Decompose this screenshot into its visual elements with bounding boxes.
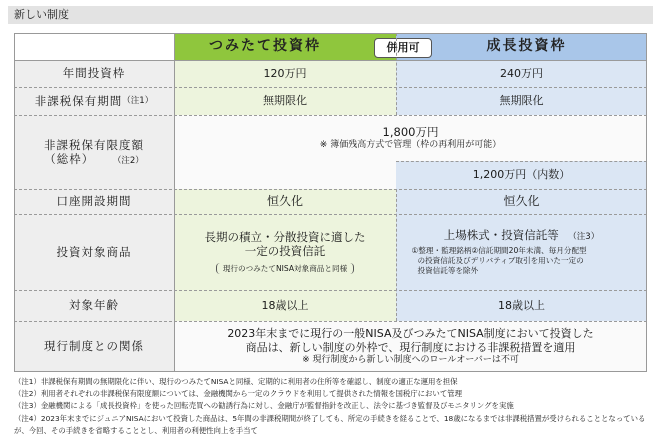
kankei-line3: ※ 現行制度から新しい制度へのロールオーバーは不可 <box>302 354 519 365</box>
row-label-hikazei-kikan <box>14 87 174 115</box>
taisho-seicho-sub2: の投資信託及びデリバティブ取引を用いた一定の <box>417 255 584 265</box>
row-label-nenkan: 年間投資枠 <box>14 60 174 87</box>
hikazei-gendo-tsumitate <box>174 161 396 189</box>
header-seicho: 成長投資枠 <box>396 33 647 60</box>
row-divider <box>14 290 647 291</box>
taisho-seicho <box>396 214 647 290</box>
row-divider <box>14 60 647 61</box>
taisho-tsumitate <box>174 214 396 290</box>
combination-badge: 併用可 <box>374 38 432 58</box>
footnote-2: （注2）利用者それぞれの非課税保有限度額については、金融機関から一定のクラウドを利用して提供された情報を国税庁において管理 <box>14 389 462 399</box>
nenrei-tsumitate: 18歳以上 <box>174 290 396 321</box>
nenkan-tsumitate: 120万円 <box>174 60 396 87</box>
hikazei-kikan-label: 非課税保有期間 <box>34 93 123 108</box>
footnotes <box>14 376 654 437</box>
row-divider <box>14 115 647 116</box>
koza-kikan-seicho: 恒久化 <box>396 189 647 214</box>
comparison-table <box>14 33 647 372</box>
taisho-tsumitate-note: 現行のつみたてNISA対象商品と同様 <box>216 263 354 274</box>
row-label-hikazei-gendo <box>14 115 174 189</box>
taisho-tsumitate-line2: 一定の投資信託 <box>244 244 326 259</box>
row-divider <box>396 161 647 162</box>
taisho-seicho-line1: 上場株式・投資信託等 <box>443 228 559 243</box>
taisho-seicho-note: （注3） <box>568 232 600 243</box>
kankei-line1: 2023年末までに現行の一般NISA及びつみたてNISA制度において投資した <box>227 327 594 341</box>
kankei-line2: 商品は、新しい制度の外枠で、現行制度における非課税措置を適用 <box>245 340 576 354</box>
footnote-1: （注1）非課税保有期間の無期限化に伴い、現行のつみたてNISAと同様、定期的に利用者の住所等を確認し、制度の適正な運用を担保 <box>14 377 458 386</box>
row-divider <box>14 321 647 322</box>
hikazei-kikan-note: （注1） <box>122 95 154 106</box>
hikazei-gendo-seicho: 1,200万円（内数） <box>396 161 647 189</box>
taisho-seicho-sub3: 投資信託等を除外 <box>417 265 479 275</box>
row-divider <box>14 214 647 215</box>
hikazei-gendo-label-1: 非課税保有限度額 <box>44 137 144 152</box>
row-label-koza-kikan: 口座開設期間 <box>14 189 174 214</box>
column-divider <box>396 189 397 321</box>
hikazei-gendo-label-2-text: （総枠） <box>44 151 95 166</box>
column-divider <box>396 33 397 115</box>
nenrei-seicho: 18歳以上 <box>396 290 647 321</box>
header-empty-cell <box>14 33 174 60</box>
column-divider <box>174 33 175 372</box>
hikazei-gendo-total-value: 1,800万円 <box>382 125 439 140</box>
taisho-seicho-line1-wrap <box>444 228 599 243</box>
kankei-content <box>174 321 647 372</box>
row-label-nenrei: 対象年齢 <box>14 290 174 321</box>
footnote-3: （注3）金融機関による「成長投資枠」を使った回転売買への勧誘行為に対し、金融庁が監督指針を改正し、法令に基づき監督及びモニタリングを実施 <box>14 401 514 411</box>
hikazei-gendo-note: （注2） <box>112 155 144 166</box>
header-tsumitate: つみたて投資枠 <box>174 33 396 60</box>
row-label-kankei: 現行制度との関係 <box>14 321 174 372</box>
row-label-taisho: 投資対象商品 <box>14 214 174 290</box>
hikazei-gendo-total-note: ※ 簿価残高方式で管理（枠の再利用が可能） <box>319 139 502 150</box>
nenkan-seicho: 240万円 <box>396 60 647 87</box>
hikazei-gendo-label-2 <box>44 152 144 167</box>
taisho-seicho-sub1: ①整理・監理銘柄②信託期間20年未満、毎月分配型 <box>411 246 587 256</box>
taisho-tsumitate-line1: 長期の積立・分散投資に適した <box>204 229 366 244</box>
footnote-4: （注4）2023年末までにジュニアNISAにおいて投資した商品は、5年間の非課税期間が終了しても、所定の手続きを経ることで、18歳になるまでは非課税措置が受けられることとなっているが、今回、その手続きを省略することとし、利用者の利便性向上を手当て <box>14 413 646 435</box>
page-title: 新しい制度 <box>8 6 653 24</box>
row-divider <box>14 87 647 88</box>
hikazei-kikan-tsumitate: 無期限化 <box>174 87 396 115</box>
koza-kikan-tsumitate: 恒久化 <box>174 189 396 214</box>
row-divider <box>14 189 647 190</box>
hikazei-gendo-total <box>174 115 647 161</box>
hikazei-kikan-seicho: 無期限化 <box>396 87 647 115</box>
